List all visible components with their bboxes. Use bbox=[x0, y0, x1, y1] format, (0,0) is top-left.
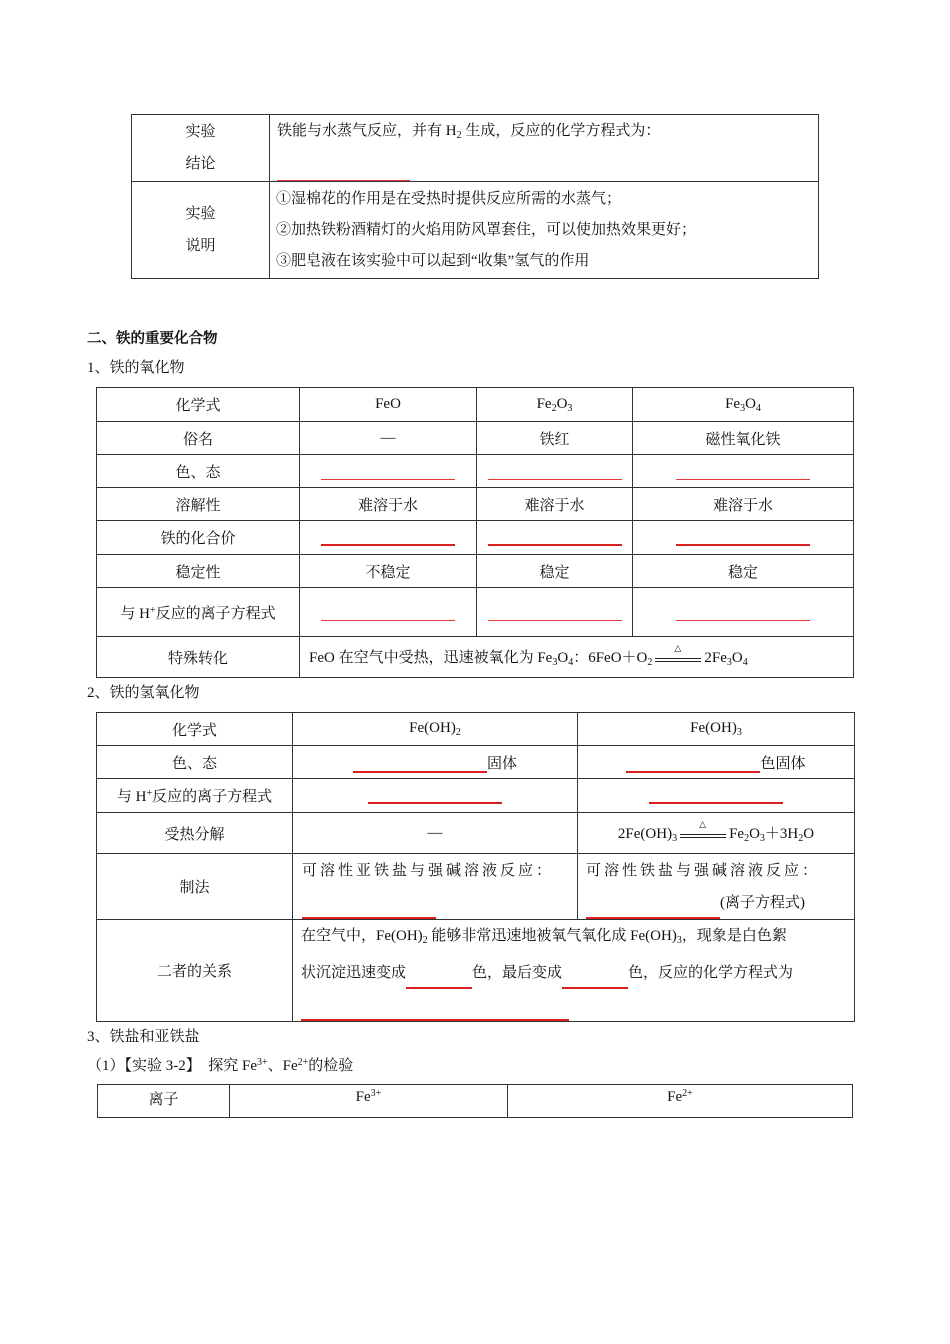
fe3o4-stability: 稳定 bbox=[633, 555, 854, 588]
feoh2-color-cell: 固体 bbox=[293, 746, 578, 779]
answer-blank[interactable] bbox=[488, 530, 622, 546]
feoh3-preparation-cell: 可溶性铁盐与强碱溶液反应： (离子方程式) bbox=[578, 854, 855, 920]
subsection-title-oxides: 1、铁的氧化物 bbox=[87, 360, 185, 376]
conclusion-text: 铁能与水蒸气反应，并有 $H_2$ 生成，反应的化学方程式为： bbox=[277, 122, 661, 141]
answer-blank[interactable] bbox=[301, 1005, 569, 1021]
feoh3-color-cell: 色固体 bbox=[578, 746, 855, 779]
experiment-table bbox=[131, 114, 819, 279]
fe2o3-common-name: 铁红 bbox=[477, 422, 633, 455]
feoh2-decomposition: — bbox=[293, 813, 578, 854]
section-title: 二、铁的重要化合物 bbox=[87, 331, 218, 347]
feoh3-preparation-text: 可溶性铁盐与强碱溶液反应： bbox=[586, 862, 821, 879]
answer-blank[interactable] bbox=[488, 465, 622, 480]
oxide-fe2o3: $Fe_2O_3$ bbox=[477, 388, 633, 422]
oxide-fe3o4: $Fe_3O_4$ bbox=[633, 388, 854, 422]
answer-blank[interactable] bbox=[649, 788, 783, 804]
fe3o4-ion-cell bbox=[633, 588, 854, 637]
conclusion-answer-blank[interactable] bbox=[277, 166, 410, 181]
answer-blank[interactable] bbox=[586, 903, 720, 919]
feo-valence-cell bbox=[300, 521, 477, 555]
feo-common-name: — bbox=[300, 422, 477, 455]
answer-blank[interactable] bbox=[406, 973, 472, 989]
fe2o3-stability: 稳定 bbox=[477, 555, 633, 588]
conclusion-label-cell bbox=[132, 115, 270, 182]
oxides-header-formula: 化学式 bbox=[97, 388, 300, 422]
answer-blank[interactable] bbox=[302, 903, 436, 919]
special-conversion: FeO 在空气中受热，迅速被氧化为 $Fe_3O_4$：$6FeO+O_2$ △ $2Fe_3O_4$ bbox=[300, 637, 854, 678]
fe3o4-common-name: 磁性氧化铁 bbox=[633, 422, 854, 455]
oxides-header-valence: 铁的化合价 bbox=[97, 521, 300, 555]
notes-label-b: 说明 bbox=[185, 238, 216, 254]
oxides-header-stability: 稳定性 bbox=[97, 555, 300, 588]
ion-fe2: $Fe^{2+}$ bbox=[508, 1085, 853, 1118]
notes-text-cell bbox=[270, 182, 819, 279]
oxides-header-common-name: 俗名 bbox=[97, 422, 300, 455]
fe3o4-valence-cell bbox=[633, 521, 854, 555]
answer-blank[interactable] bbox=[321, 606, 455, 621]
note-line: ①湿棉花的作用是在受热时提供反应所需的水蒸气； bbox=[276, 190, 622, 207]
relation-cell: 在空气中，$Fe(OH)_2$ 能够非常迅速地被氧气氧化成 $Fe(OH)_3$，现象是白色絮 状沉淀迅速变成 色，最后变成 色，反应的化学方程式为 bbox=[293, 920, 855, 1022]
feoh2-ion-cell bbox=[293, 779, 578, 813]
conclusion-text-cell bbox=[270, 115, 819, 182]
feoh2-preparation-text: 可溶性亚铁盐与强碱溶液反应： bbox=[302, 862, 555, 879]
conclusion-label-a: 实验 bbox=[185, 124, 216, 140]
fe2o3-color-cell bbox=[477, 455, 633, 488]
answer-blank[interactable] bbox=[488, 606, 622, 621]
answer-blank[interactable] bbox=[368, 788, 502, 804]
answer-blank[interactable] bbox=[321, 465, 455, 480]
ions-table bbox=[97, 1084, 853, 1118]
feo-solubility: 难溶于水 bbox=[300, 488, 477, 521]
hydroxide-feoh2: $Fe(OH)_2$ bbox=[293, 713, 578, 746]
feoh2-preparation-cell bbox=[293, 854, 578, 920]
answer-blank[interactable] bbox=[676, 465, 810, 480]
notes-label-a: 实验 bbox=[185, 206, 216, 222]
fe3o4-solubility: 难溶于水 bbox=[633, 488, 854, 521]
notes-label-cell bbox=[132, 182, 270, 279]
fe2o3-solubility: 难溶于水 bbox=[477, 488, 633, 521]
hydroxides-header-color: 色、态 bbox=[97, 746, 293, 779]
oxide-feo: FeO bbox=[300, 388, 477, 422]
subsection-title-hydroxides: 2、铁的氢氧化物 bbox=[87, 685, 200, 701]
hydroxides-header-ion-equation: 与 H+反应的离子方程式 bbox=[97, 779, 293, 813]
experiment-title: （1）【实验 3-2】 探究 $Fe^{3+}$、$Fe^{2+}$的检验 bbox=[87, 1057, 354, 1074]
feo-stability: 不稳定 bbox=[300, 555, 477, 588]
ion-fe3: $Fe^{3+}$ bbox=[230, 1085, 508, 1118]
note-line: ③肥皂液在该实验中可以起到“收集”氢气的作用 bbox=[276, 252, 590, 269]
hydroxides-header-decomposition: 受热分解 bbox=[97, 813, 293, 854]
fe2o3-ion-cell bbox=[477, 588, 633, 637]
oxides-header-ion-equation: 与 H+反应的离子方程式 bbox=[97, 588, 300, 637]
note-line: ②加热铁粉酒精灯的火焰用防风罩套住，可以使加热效果更好； bbox=[276, 221, 697, 238]
answer-blank[interactable] bbox=[353, 757, 487, 773]
conclusion-label-b: 结论 bbox=[185, 156, 216, 172]
oxides-table bbox=[96, 387, 854, 678]
feo-color-cell bbox=[300, 455, 477, 488]
fe3o4-color-cell bbox=[633, 455, 854, 488]
subsection-title-salts: 3、铁盐和亚铁盐 bbox=[87, 1029, 200, 1045]
oxides-header-color: 色、态 bbox=[97, 455, 300, 488]
hydroxides-header-relation: 二者的关系 bbox=[97, 920, 293, 1022]
hydroxides-header-formula: 化学式 bbox=[97, 713, 293, 746]
heating-equals-sign: △ bbox=[680, 828, 726, 842]
hydroxide-feoh3: $Fe(OH)_3$ bbox=[578, 713, 855, 746]
hydroxides-table bbox=[96, 712, 855, 1022]
feoh3-decomposition: $2Fe(OH)_3$ △ $Fe_2O_3+3H_2O$ bbox=[578, 813, 855, 854]
oxides-header-solubility: 溶解性 bbox=[97, 488, 300, 521]
heating-equals-sign: △ bbox=[655, 652, 701, 666]
oxides-header-special: 特殊转化 bbox=[97, 637, 300, 678]
answer-blank[interactable] bbox=[676, 530, 810, 546]
answer-blank[interactable] bbox=[321, 530, 455, 546]
feo-ion-cell bbox=[300, 588, 477, 637]
answer-blank[interactable] bbox=[676, 606, 810, 621]
feoh3-ion-cell bbox=[578, 779, 855, 813]
ions-header: 离子 bbox=[98, 1085, 230, 1118]
fe2o3-valence-cell bbox=[477, 521, 633, 555]
answer-blank[interactable] bbox=[562, 973, 628, 989]
hydroxides-header-preparation: 制法 bbox=[97, 854, 293, 920]
answer-blank[interactable] bbox=[626, 757, 760, 773]
